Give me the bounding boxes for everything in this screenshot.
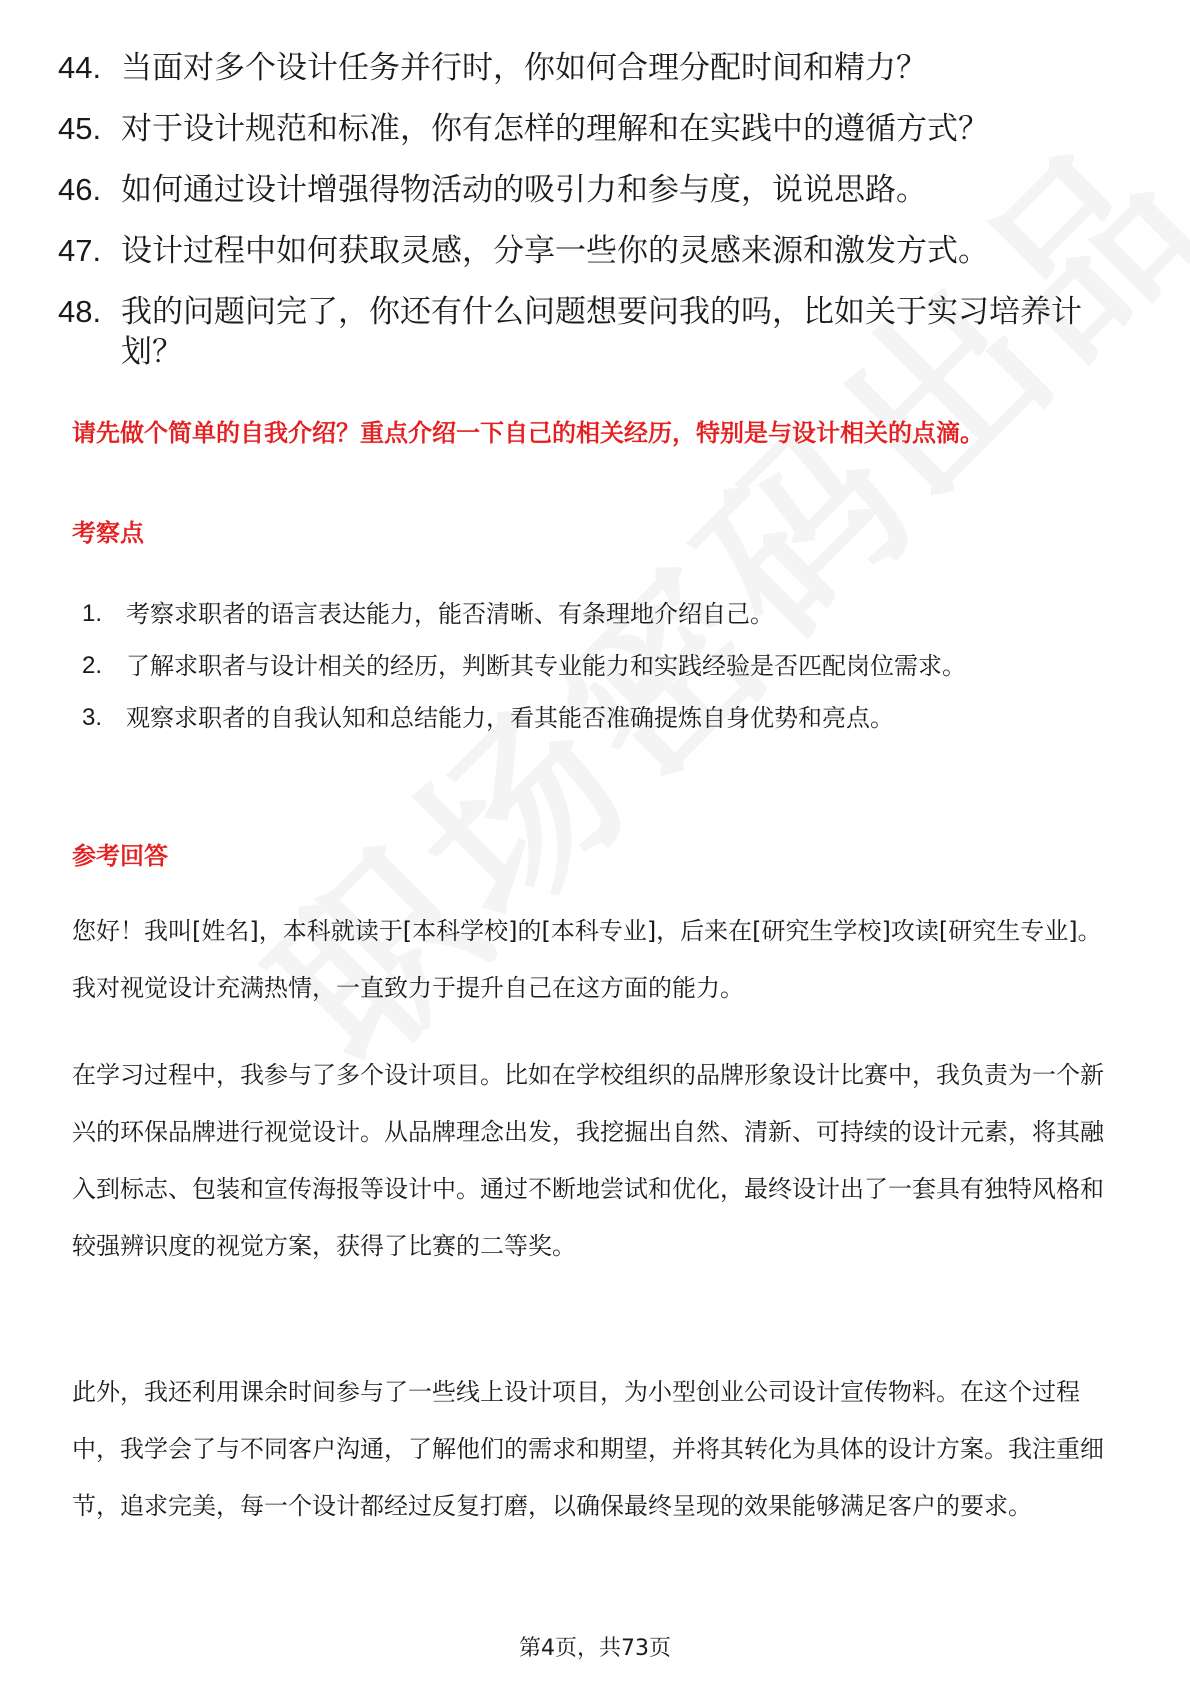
point-text: 观察求职者的自我认知和总结能力，看其能否准确提炼自身优势和亮点。: [126, 704, 894, 732]
question-text: 设计过程中如何获取灵感，分享一些你的灵感来源和激发方式。: [121, 233, 989, 269]
reference-answer-label: 参考回答: [72, 842, 168, 870]
list-item: [58, 48, 1138, 88]
question-number: 46.: [58, 172, 102, 207]
list-item: [58, 170, 1138, 210]
point-number: 1.: [82, 600, 103, 627]
question-number: 45.: [58, 111, 102, 146]
point-number: 3.: [82, 704, 103, 731]
list-item: [82, 588, 1122, 640]
question-list: [58, 48, 1138, 393]
question-number: 47.: [58, 233, 102, 268]
list-item: [82, 692, 1122, 744]
question-number: 48.: [58, 294, 102, 329]
answer-paragraph: 您好！我叫[姓名]，本科就读于[本科学校]的[本科专业]，后来在[研究生学校]攻读[研究生专业]。我对视觉设计充满热情，一直致力于提升自己在这方面的能力。: [72, 917, 1102, 1002]
list-item: [58, 292, 1138, 372]
question-text: 如何通过设计增强得物活动的吸引力和参与度，说说思路。: [121, 172, 927, 208]
question-number: 44.: [58, 50, 102, 85]
list-item: [82, 640, 1122, 692]
page-number-footer: 第4页，共73页: [519, 1636, 671, 1661]
answer-paragraph: 此外，我还利用课余时间参与了一些线上设计项目，为小型创业公司设计宣传物料。在这个过程中，我学会了与不同客户沟通，了解他们的需求和期望，并将其转化为具体的设计方案。我注重细节，追求完美，每一个设计都经过反复打磨，以确保最终呈现的效果能够满足客户的要求。: [72, 1378, 1104, 1520]
question-text: 对于设计规范和标准，你有怎样的理解和在实践中的遵循方式？: [121, 111, 989, 147]
question-text: 我的问题问完了，你还有什么问题想要问我的吗，比如关于实习培养计划？: [121, 294, 1082, 370]
assessment-points-list: [82, 588, 1122, 744]
interview-question-heading: 请先做个简单的自我介绍？重点介绍一下自己的相关经历，特别是与设计相关的点滴。: [72, 419, 984, 447]
answer-paragraph: 在学习过程中，我参与了多个设计项目。比如在学校组织的品牌形象设计比赛中，我负责为一个新兴的环保品牌进行视觉设计。从品牌理念出发，我挖掘出自然、清新、可持续的设计元素，将其融入到标志、包装和宣传海报等设计中。通过不断地尝试和优化，最终设计出了一套具有独特风格和较强辨识度的视觉方案，获得了比赛的二等奖。: [72, 1061, 1104, 1260]
question-text: 当面对多个设计任务并行时，你如何合理分配时间和精力？: [121, 50, 927, 86]
list-item: [58, 109, 1138, 149]
list-item: [58, 231, 1138, 271]
point-text: 考察求职者的语言表达能力，能否清晰、有条理地介绍自己。: [126, 600, 774, 628]
assessment-points-label: 考察点: [72, 519, 144, 547]
point-number: 2.: [82, 652, 103, 679]
point-text: 了解求职者与设计相关的经历，判断其专业能力和实践经验是否匹配岗位需求。: [126, 652, 966, 680]
